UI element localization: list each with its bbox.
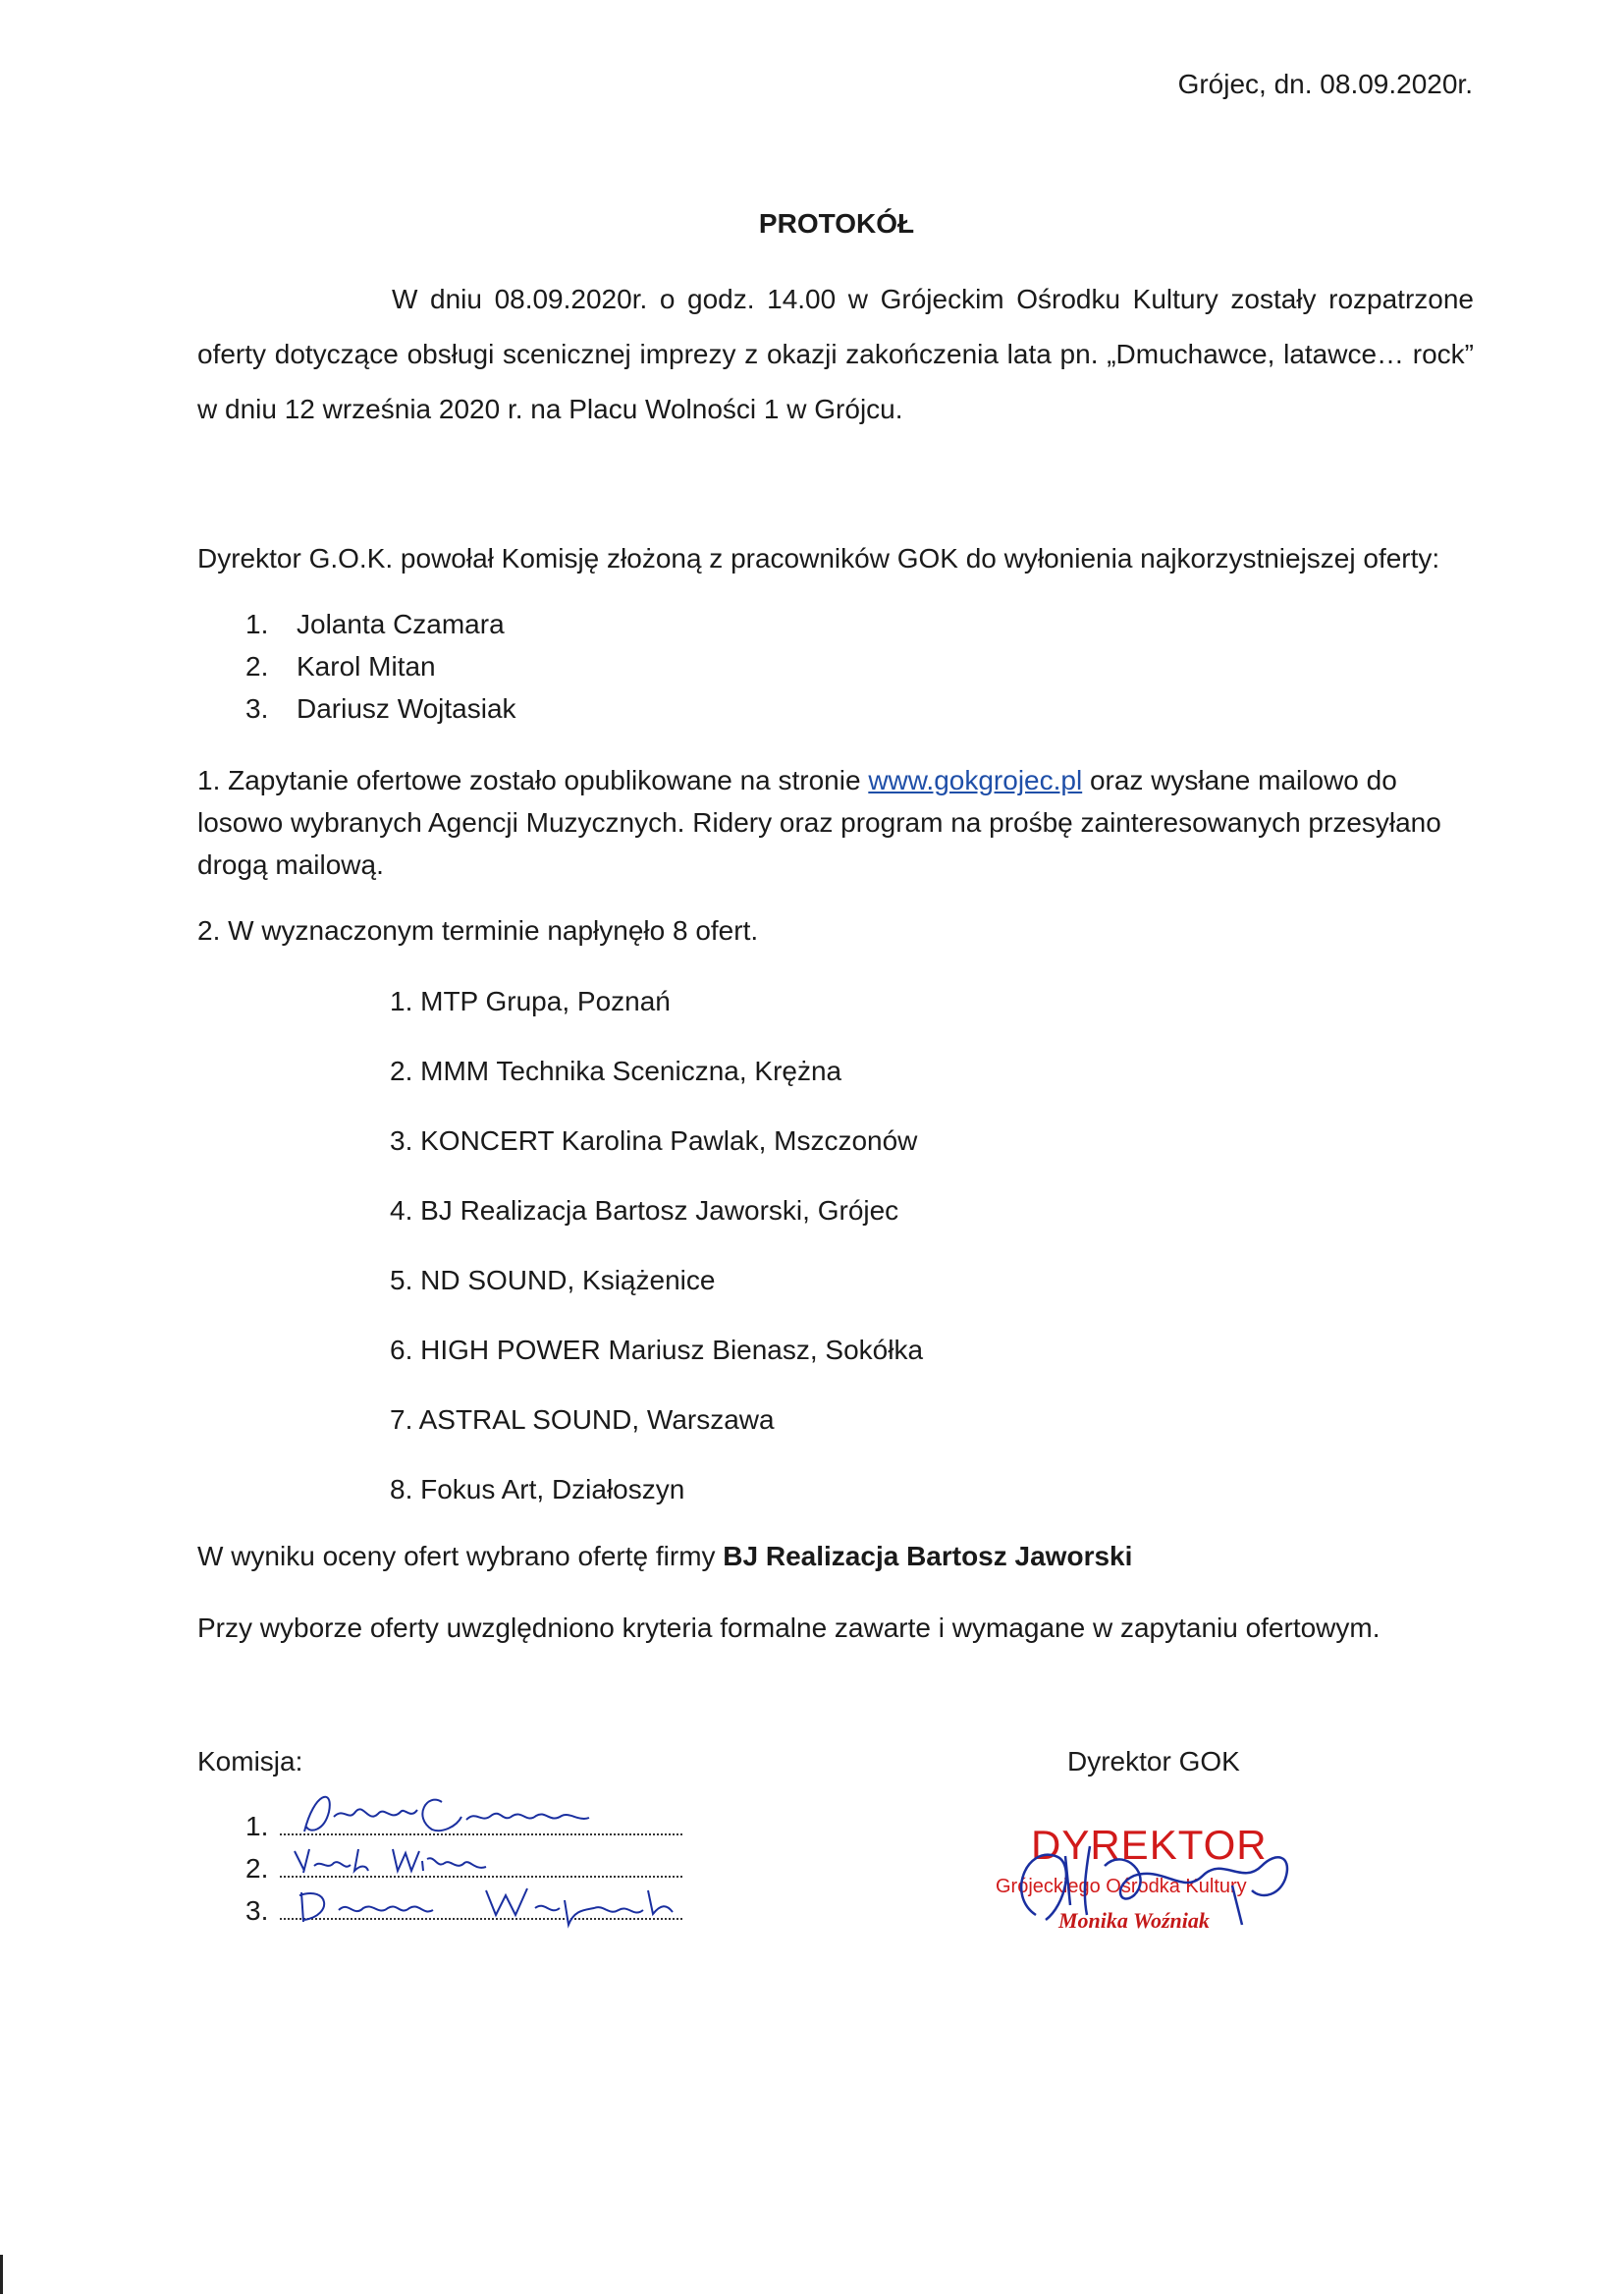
commission-intro: Dyrektor G.O.K. powołał Komisję złożoną z pracowników GOK do wyłonienia najkorzystniejszej oferty:	[197, 543, 1440, 574]
stamp-title: DYREKTOR	[1031, 1822, 1268, 1868]
offers-list	[390, 980, 923, 1538]
intro-text: W dniu 08.09.2020r. o godz. 14.00 w Grójeckim Ośrodku Kultury zostały rozpatrzone oferty dotyczące obsługi scenicznej imprezy z okazji zakończenia lata pn. „Dmuchawce, latawce… rock” w dniu 12 września 2020 r. na Placu Wolności 1 w Grójcu.	[197, 284, 1474, 424]
website-link[interactable]: www.gokgrojec.pl	[868, 765, 1083, 795]
signature-line: 1.	[245, 1805, 682, 1847]
member-item: 2. Karol Mitan	[245, 651, 436, 682]
director-label: Dyrektor GOK	[1067, 1746, 1240, 1777]
intro-paragraph	[197, 272, 1474, 437]
offer-item: 8. Fokus Art, Działoszyn	[390, 1474, 685, 1504]
director-signature-handwriting	[997, 1827, 1311, 1944]
member-item: 3. Dariusz Wojtasiak	[245, 693, 516, 724]
offer-item: 4. BJ Realizacja Bartosz Jaworski, Grójec	[390, 1195, 899, 1226]
winner-name: BJ Realizacja Bartosz Jaworski	[723, 1541, 1133, 1571]
document-title: PROTOKÓŁ	[758, 208, 915, 239]
offer-item: 1. MTP Grupa, Poznań	[390, 986, 671, 1016]
offer-item: 3. KONCERT Karolina Pawlak, Mszczonów	[390, 1125, 918, 1156]
stamp-name: Monika Woźniak	[1058, 1908, 1210, 1933]
offer-item: 7. ASTRAL SOUND, Warszawa	[390, 1404, 775, 1435]
offer-item: 6. HIGH POWER Mariusz Bienasz, Sokółka	[390, 1335, 924, 1365]
commission-label: Komisja:	[197, 1746, 303, 1777]
signature-line: 2.	[245, 1847, 682, 1889]
point-2: 2. W wyznaczonym terminie napłynęło 8 ofert.	[197, 915, 759, 946]
signature-2-handwriting	[290, 1841, 506, 1881]
offer-item: 5. ND SOUND, Książenice	[390, 1265, 716, 1295]
place-date: Grójec, dn. 08.09.2020r.	[1177, 69, 1473, 99]
scan-edge-mark	[0, 2255, 3, 2294]
signature-1-handwriting	[295, 1782, 609, 1841]
stamp-institution: Grójeckiego Ośrodka Kultury	[996, 1876, 1247, 1897]
members-list	[245, 603, 516, 730]
signature-3-handwriting	[290, 1881, 692, 1930]
offer-item: 2. MMM Technika Sceniczna, Krężna	[390, 1056, 842, 1086]
member-item: 1. Jolanta Czamara	[245, 609, 505, 639]
criteria-statement: Przy wyborze oferty uwzględniono kryteria formalne zawarte i wymagane w zapytaniu ofertowym.	[197, 1613, 1380, 1643]
result-statement: W wyniku oceny ofert wybrano ofertę firmy BJ Realizacja Bartosz Jaworski	[197, 1541, 1133, 1571]
point-1: 1. Zapytanie ofertowe zostało opublikowane na stronie www.gokgrojec.pl oraz wysłane mailowo do losowo wybranych Agencji Muzycznych. Ridery oraz program na prośbę zainteresowanych przesyłano drogą mailową.	[197, 765, 1441, 880]
signature-line: 3.	[245, 1889, 682, 1932]
